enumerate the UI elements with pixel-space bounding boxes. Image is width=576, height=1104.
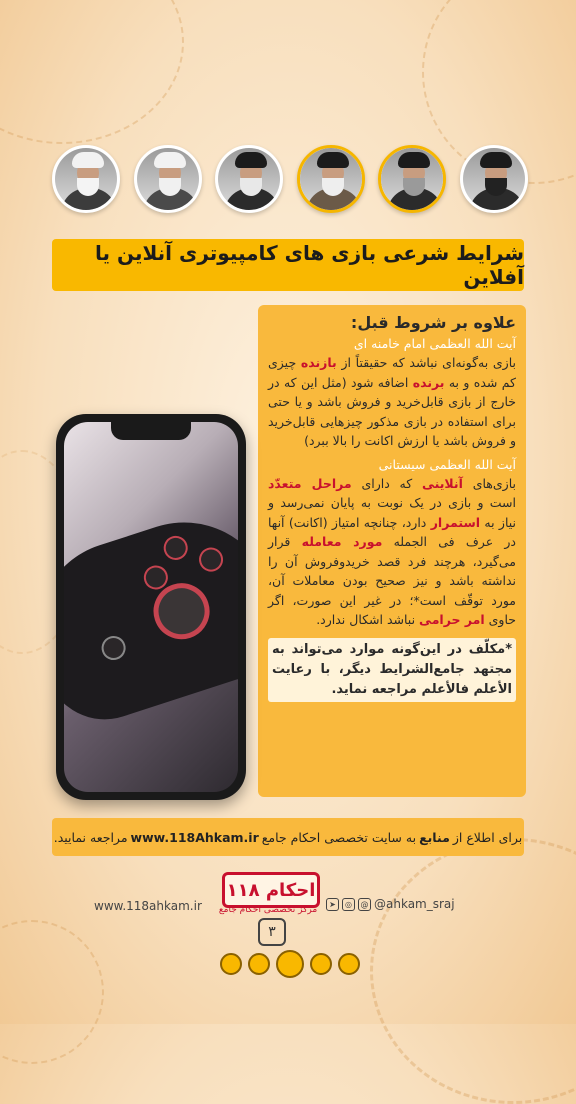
ruling-text: که دارای: [361, 475, 413, 491]
ruling-text: دارد، چنانچه امتیاز (اکانت) آنها در عرف فی الجمله: [268, 514, 516, 549]
highlight-multiple-stages: مراحل متعدّد: [268, 475, 352, 491]
ruling-text: اضافه شود (مثل این که در خارج از بازی قابل‌خرید و فروش باشد و یا حتی برای استفاده در بازی مذکور چیزهایی قابل‌خرید و فروش باشد یا ارزش اکانت را بالا ببرد): [268, 374, 516, 448]
sources-word: منابع: [419, 829, 450, 845]
sources-middle: به سایت تخصصی احکام جامع: [261, 829, 417, 845]
pagination-dot[interactable]: [248, 953, 270, 975]
ruling-text: نباشد اشکال ندارد.: [316, 612, 416, 627]
ornament-top-left: [0, 0, 184, 144]
brand-tagline: مرکز تخصصی احکام جامع: [218, 905, 318, 915]
sources-suffix: مراجعه نمایید.: [53, 829, 128, 845]
highlight-transaction: مورد معامله: [301, 534, 383, 549]
sources-prefix: برای اطلاع از: [452, 829, 523, 845]
ps-button-icon: [98, 633, 128, 663]
pagination-dots: [220, 950, 360, 978]
avatar-1: [460, 145, 528, 213]
social-handle-text: @ahkam_sraj: [374, 897, 455, 911]
sources-site-link[interactable]: www.118Ahkam.ir: [130, 829, 259, 845]
avatar-row: [52, 145, 528, 215]
footnote: *مکلّف در این‌گونه موارد می‌تواند به مجتهد جامع‌الشرایط دیگر، با رعایت الأعلم فالأعلم مراجعه نماید.: [268, 638, 516, 702]
telegram-icon: ➤: [326, 898, 339, 911]
brand-logo: ۱۱۸ احکام: [222, 872, 320, 908]
content-panel: [258, 305, 526, 797]
ruling-sistani: [268, 474, 516, 630]
avatar-3: [297, 145, 365, 213]
highlight-continuity: استمرار: [430, 514, 481, 530]
ruling-text: است و بازی در یک نوبت به پایان نمی‌رسد و نیاز به: [268, 495, 516, 530]
gamepad-image: [64, 499, 238, 735]
pagination-dot[interactable]: [338, 953, 360, 975]
avatar-4: [215, 145, 283, 213]
page-title: شرایط شرعی بازی های کامپیوتری آنلاین یا آفلاین: [52, 239, 524, 291]
ruling-text: بازی‌های: [472, 475, 516, 491]
pagination-dot[interactable]: [310, 953, 332, 975]
ruling-text: قرار می‌گیرد، هرچند فرد قصد خریدوفروش آن را نداشته باشد و نیز صحیح بودن معاملات آن، مورد توقّف است*؛ در غیر این صورت، اگر حاوی: [268, 534, 516, 627]
phone-notch: [111, 422, 191, 440]
avatar-6: [52, 145, 120, 213]
page-number: ۳: [258, 918, 286, 946]
instagram-icon: ◎: [342, 898, 355, 911]
avatar-2: [378, 145, 446, 213]
ornament-bottom-left: [0, 920, 104, 1064]
highlight-winner: برنده: [412, 374, 445, 390]
authority-sistani: آیت الله العظمی سیستانی: [378, 456, 516, 472]
at-icon: @: [358, 898, 371, 911]
panel-heading: علاوه بر شروط قبل:: [350, 313, 516, 332]
sources-bar: [52, 818, 524, 856]
pagination-dot[interactable]: [220, 953, 242, 975]
highlight-loser: بازنده: [300, 355, 337, 370]
social-handle[interactable]: [326, 897, 455, 911]
highlight-online: آنلاینی: [421, 475, 463, 491]
circle-button-icon: [196, 544, 226, 574]
triangle-button-icon: [161, 533, 191, 563]
website-link[interactable]: www.118ahkam.ir: [94, 899, 202, 913]
ruling-text: چیزی کم شده و به: [268, 355, 516, 390]
ruling-khamenei: [268, 353, 516, 451]
ruling-text: بازی به‌گونه‌ای نباشد که حقیقتاً از: [341, 355, 516, 370]
avatar-5: [134, 145, 202, 213]
ornament-bottom-right: [370, 838, 576, 1104]
pagination-dot-active[interactable]: [276, 950, 304, 978]
highlight-forbidden: امر حرامی: [419, 612, 485, 627]
phone-screen: [64, 422, 238, 792]
authority-khamenei: آیت الله العظمی امام خامنه ای: [353, 336, 516, 351]
phone-illustration: [56, 414, 246, 800]
